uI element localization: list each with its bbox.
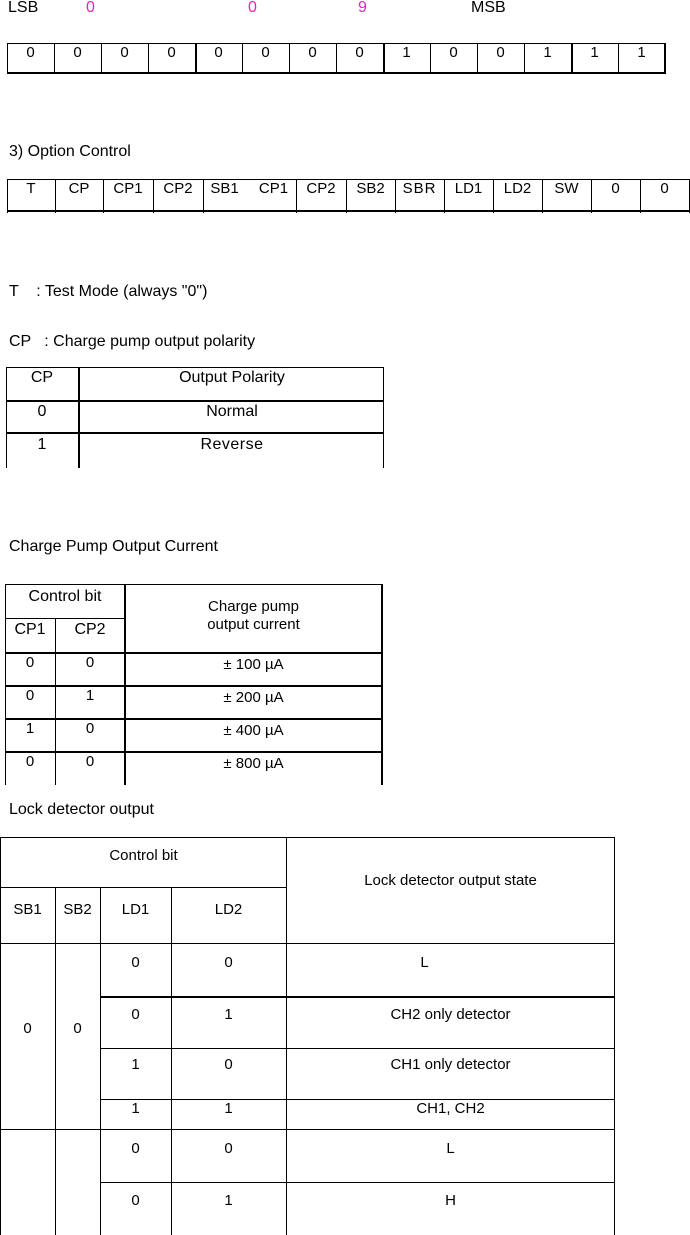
current-row-value: ± 800 µA	[223, 755, 284, 772]
polarity-row-cp: 0	[37, 403, 47, 420]
current-row-cp2: 1	[85, 687, 95, 704]
lock-row-state: L	[420, 954, 429, 971]
current-header-cp1: CP1	[14, 621, 46, 638]
lock-detector-title: Lock detector output	[9, 801, 154, 818]
lock-row-ld1: 0	[131, 1006, 140, 1023]
current-control-bit-header: Control bit	[28, 588, 102, 605]
lock-control-bit-header: Control bit	[109, 847, 178, 864]
current-row-cp1: 0	[25, 654, 35, 671]
def-test-mode: T : Test Mode (always "0")	[9, 283, 208, 300]
current-output-header-line1: Charge pump	[208, 598, 299, 615]
current-header-cp2: CP2	[74, 621, 106, 638]
lock-row-state: CH2 only detector	[390, 1006, 511, 1023]
option-cell-sbr: SBR	[402, 180, 437, 197]
address-digit-1: 0	[86, 0, 95, 16]
lock-row-ld1: 1	[131, 1100, 140, 1117]
charge-pump-current-title: Charge Pump Output Current	[9, 538, 218, 555]
current-row-cp1: 0	[25, 753, 35, 770]
lock-output-header: Lock detector output state	[364, 872, 537, 889]
bit-cell: 1	[590, 44, 599, 61]
lock-row-state: H	[445, 1192, 456, 1209]
current-row-cp1: 1	[25, 720, 35, 737]
option-cell-sb1: SB1	[210, 180, 239, 197]
option-control-title: 3) Option Control	[9, 143, 131, 160]
option-cell-cp2: CP2	[163, 180, 193, 197]
polarity-row-output: Normal	[206, 403, 258, 420]
lock-row-ld1: 0	[131, 1140, 140, 1157]
lock-row-state: CH1 only detector	[390, 1056, 511, 1073]
bit-cell: 0	[261, 44, 270, 61]
bit-cell: 0	[496, 44, 505, 61]
address-digit-2: 0	[248, 0, 257, 16]
option-cell-cp1b: CP1	[258, 180, 289, 197]
option-cell-bit0b: 0	[660, 180, 669, 197]
lock-row-state: L	[446, 1140, 455, 1157]
option-cell-sw: SW	[554, 180, 579, 197]
current-row-value: ± 100 µA	[223, 656, 284, 673]
charge-pump-current-table	[5, 584, 383, 785]
lock-header-sb1: SB1	[13, 901, 42, 918]
option-cell-t: T	[26, 180, 36, 197]
lock-header-sb2: SB2	[63, 901, 92, 918]
lock-row-ld2: 0	[224, 954, 233, 971]
option-cell-ld1: LD1	[454, 180, 483, 197]
def-charge-pump-polarity: CP : Charge pump output polarity	[9, 333, 256, 350]
polarity-row-output: Reverse	[200, 436, 264, 453]
lock-row-ld1: 0	[131, 1192, 140, 1209]
lock-row-ld2: 1	[224, 1100, 233, 1117]
bit-cell: 1	[543, 44, 552, 61]
bits-row	[7, 43, 666, 74]
lock-row-ld1: 0	[131, 954, 140, 971]
lock-row-ld2: 0	[224, 1056, 233, 1073]
lock-row-ld2: 1	[224, 1192, 233, 1209]
address-digit-3: 9	[358, 0, 367, 16]
bit-cell: 1	[402, 44, 411, 61]
lock-row-state: CH1, CH2	[416, 1100, 485, 1117]
current-output-header	[126, 598, 381, 634]
bit-cell: 1	[637, 44, 646, 61]
lock-group1-sb2: 0	[73, 1020, 82, 1037]
bit-cell: 0	[73, 44, 82, 61]
current-row-value: ± 400 µA	[223, 722, 284, 739]
lsb-label: LSB	[8, 0, 39, 16]
lock-row-ld2: 1	[224, 1006, 233, 1023]
lock-group1-sb1: 0	[23, 1020, 32, 1037]
current-row-cp2: 0	[85, 654, 95, 671]
bit-cell: 0	[308, 44, 317, 61]
polarity-header-output: Output Polarity	[179, 369, 285, 386]
lock-detector-table	[0, 837, 615, 1235]
polarity-header-cp: CP	[30, 369, 54, 386]
option-cell-cp1: CP1	[113, 180, 143, 197]
option-cell-cp2b: CP2	[306, 180, 336, 197]
polarity-row-cp: 1	[37, 436, 47, 453]
current-row-cp2: 0	[85, 753, 95, 770]
bit-cell: 0	[355, 44, 364, 61]
lock-header-ld2: LD2	[214, 901, 243, 918]
polarity-table	[6, 367, 384, 468]
lock-row-ld2: 0	[224, 1140, 233, 1157]
current-row-value: ± 200 µA	[223, 689, 284, 706]
lock-header-ld1: LD1	[121, 901, 150, 918]
current-row-cp1: 0	[25, 687, 35, 704]
option-cell-sb2: SB2	[356, 180, 385, 197]
option-cell-cp: CP	[68, 180, 90, 197]
option-cell-bit0a: 0	[611, 180, 620, 197]
current-row-cp2: 0	[85, 720, 95, 737]
bit-cell: 0	[167, 44, 176, 61]
current-output-header-line2: output current	[207, 616, 300, 633]
bit-cell: 0	[214, 44, 223, 61]
lock-row-ld1: 1	[131, 1056, 140, 1073]
msb-label: MSB	[471, 0, 506, 16]
bit-cell: 0	[449, 44, 458, 61]
bit-cell: 0	[120, 44, 129, 61]
option-cell-ld2: LD2	[503, 180, 532, 197]
bit-cell: 0	[26, 44, 35, 61]
option-control-row	[7, 179, 690, 213]
